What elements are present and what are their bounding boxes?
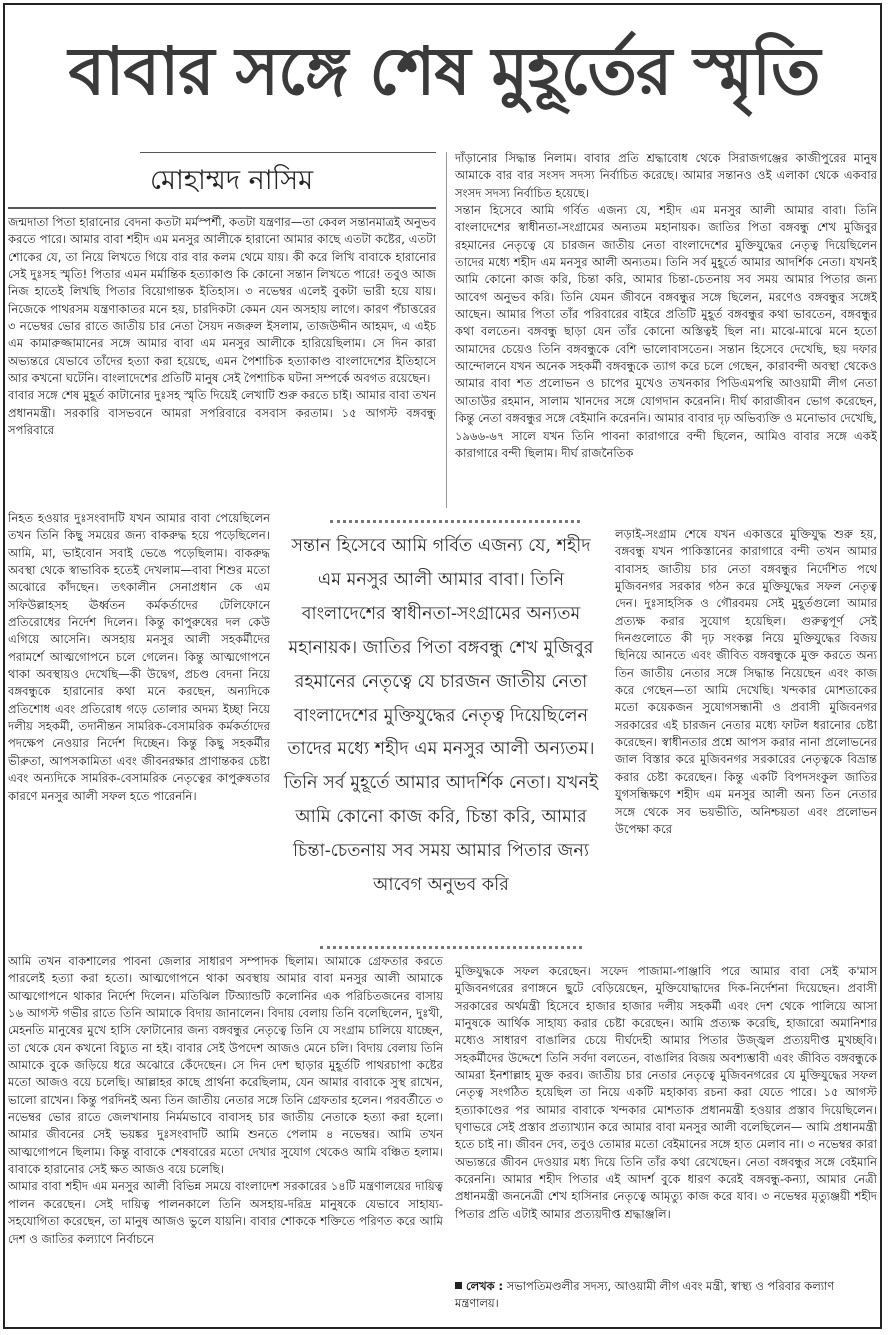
- author-note: [455, 1278, 875, 1312]
- paragraph: মুক্তিযুদ্ধকে সফল করেছেন। সফেদ পাজামা-পাঞ্জাবি পরে আমার বাবা সেই ক'মাস মুজিবনগরের রণাঙ্গনে ছুটে বেড়িয়েছেন, মুক্তিযোদ্ধাদের দিক-নির্দেশনা দিয়েছেন। প্রবাসী সরকারের অর্থমন্ত্রী হিসেবে হাজার হাজার দলীয় সহকর্মী এবং দেশ থেকে পালিয়ে আসা মানুষকে আর্থিক সাহায্য করার চেষ্টা করেছেন। আমি প্রত্যক্ষ করেছি, হাজারো অমানিশার মধ্যেও সাধারণ বাঙালির চেয়ে দীর্ঘদেহী আমার পিতার উজ্জ্বল প্রত্যয়দীপ্ত মুখচ্ছবি। সহকর্মীদের উদ্দেশে তিনি সর্বদা বলতেন, বাঙালির বিজয় অবশ্যম্ভাবী এবং জীবিত বঙ্গবন্ধুকে আমরা ইনশাল্লাহ মুক্ত করব। জাতীয় চার নেতার নেতৃত্বে মুজিবনগরের যে মুক্তিযুদ্ধের সফল নেতৃত্ব সংগঠিত হয়েছিল তা নিয়ে একটি মহাকাব্য রচনা করা যেতে পারে। ১৫ আগস্ট হত্যাকাণ্ডের পর আমার বাবাকে খন্দকার মোশতাক প্রধানমন্ত্রী হওয়ার প্রস্তাব দিয়েছিলেন। ঘৃণাভরে সেই প্রস্তাব প্রত্যাখ্যান করে আমার বাবা মনসুর আলী বলেছিলেন— আমি প্রধানমন্ত্রী হতে চাই না। জীবন দেব, তবুও তোমার মতো বেইমানের সঙ্গে হাত মেলাব না। ৩ নভেম্বর কারা অভ্যন্তরে জীবন দেওয়ার মধ্য দিয়ে তিনি তাঁর কথা রেখেছেন। নেতা বঙ্গবন্ধুর সঙ্গে বেইমানি করেননি। আমার শহীদ পিতার এই আদর্শ বুকে ধারণ করেই বঙ্গবন্ধু-কন্যা, আমার নেত্রী প্রধানমন্ত্রী জননেত্রী শেখ হাসিনার নেতৃত্বে আমৃত্যু কাজ করে যাব। ৩ নভেম্বর মৃত্যুঞ্জয়ী শহীদ পিতার প্রতি এটাই আমার প্রত্যয়দীপ্ত শ্রদ্ধাঞ্জলি।: [455, 964, 877, 1221]
- byline-rule-top: [140, 152, 436, 153]
- paragraph: সন্তান হিসেবে আমি গর্বিত এজন্য যে, শহীদ এম মনসুর আলী আমার বাবা। তিনি বাংলাদেশের স্বাধীনতা-সংগ্রামের অন্যতম মহানায়ক। জাতির পিতা বঙ্গবন্ধু শেখ মুজিবুর রহমানের নেতৃত্বে যে চারজন জাতীয় নেতা বাংলাদেশের মুক্তিযুদ্ধের নেতৃত্ব দিয়েছিলেন তাদের মধ্যে শহীদ এম মনসুর আলী অন্যতম। তিনি সর্ব মুহূর্তে আমার আদর্শিক নেতা। যখনই আমি কোনো কাজ করি, চিন্তা করি, আমার চিন্তা-চেতনায় সব সময় আমার পিতার জন্য আবেগ অনুভব করি। তিনি যেমন জীবনে বঙ্গবন্ধুর সঙ্গে ছিলেন, মরণেও বঙ্গবন্ধুর সঙ্গেই আছেন। আমার পিতা তাঁর পরিবারের বাইরে প্রতিটি মুহূর্ত বঙ্গবন্ধুর কথা ভাবতেন, বঙ্গবন্ধুর কথা বলতেন। বঙ্গবন্ধু ছাড়া যেন তাঁর কোনো অস্তিত্বই ছিল না। মাঝে-মাঝে মনে হতো আমাদের চেয়েও তিনি বঙ্গবন্ধুকে বেশি ভালোবাসতেন। সন্তান হিসেবে দেখেছি, ছয় দফার আন্দোলনে যখন অনেক সহকর্মী বঙ্গবন্ধুকে ত্যাগ করে চলে গেছেন, কারাবন্দী অবস্থা থেকেও আমার বাবা শত প্রলোভন ও চাপের মুখেও তখনকার পিডিএমপন্থি আওয়ামী লীগ নেতা আতাউর রহমান, সালাম খানদের সঙ্গে যোগদান করেননি। দীর্ঘ কারাজীবন ভোগ করেছেন, কিন্তু নেতা বঙ্গবন্ধুর সঙ্গে বেইমানি করেননি। আমার বাবার দৃঢ় অভিব্যক্তি ও মনোভাব দেখেছি, ১৯৬৬-৬৭ সালে যখন তিনি পাবনা কারাগারে বন্দী ছিলেন, আমিও বাবার সঙ্গে একই কারাগারে বন্দী ছিলাম। দীর্ঘ রাজনৈতিক: [455, 203, 877, 460]
- paragraph: নিহত হওয়ার দুঃসংবাদটি যখন আমার বাবা পেয়েছিলেন তখন তিনি কিছু সময়ের জন্য বাকরুদ্ধ হয়ে পড়েছিলেন। আমি, মা, ভাইবোন সবাই ভেঙে পড়েছিলাম। বাকরুদ্ধ অবস্থা থেকে স্বাভাবিক হতেই দেখলাম—বাবা শিশুর মতো অঝোরে কাঁদছেন। তৎকালীন সেনাপ্রধান কে এম সফিউল্লাহসহ ঊর্ধ্বতন কর্মকর্তাদের টেলিফোনে প্রতিরোধের নির্দেশ দিলেন। কিন্তু কাপুরুষের দল কেউ এগিয়ে আসেনি। অসহায় মনসুর আলী সহকর্মীদের পরামর্শে আত্মগোপনে চলে গেলেন। কিন্তু আত্মগোপনে থাকা অবস্থায়ও দেখেছি—কী উদ্বেগ, প্রচণ্ড বেদনা নিয়ে বঙ্গবন্ধুকে হারানোর কথা মনে করছেন, অন্যদিকে প্রতিশোধ এবং প্রতিরোধ গড়ে তোলার অদম্য ইচ্ছা নিয়ে দলীয় সহকর্মী, তদানীন্তন সামরিক-বেসামরিক কর্মকর্তাদের পদক্ষেপ নেওয়ার নির্দেশ দিচ্ছেন। কিন্তু কিছু সহকর্মীর ভীরুতা, আপসকামিতা এবং জীবনরক্ষার প্রাণান্তকর চেষ্টা এবং অন্যদিকে সামরিক-বেসামরিক নেতৃত্বের কাপুরুষতার কারণে মনসুর আলী সফল হতে পারেননি।: [8, 511, 270, 803]
- left-column-bottom: [8, 953, 443, 1327]
- left-column-narrow: [8, 510, 270, 952]
- headline: বাবার সঙ্গে শেষ মুহূর্তের স্মৃতি: [68, 32, 820, 110]
- byline-rule-bottom: [8, 207, 436, 209]
- left-column-top: [8, 214, 436, 510]
- author-note-text: সভাপতিমণ্ডলীর সদস্য, আওয়ামী লীগ এবং মন্ত্রী, স্বাস্থ্য ও পরিবার কল্যাণ মন্ত্রণালয়।: [455, 1279, 835, 1310]
- pull-quote-dots-bottom: [320, 946, 582, 949]
- right-column-narrow: [615, 526, 877, 963]
- paragraph: জন্মদাতা পিতা হারানোর বেদনা কতটা মর্মস্পর্শী, কতটা যন্ত্রণার—তা কেবল সন্তানমাত্রই অনুভব করতে পারে। আমার বাবা শহীদ এম মনসুর আলীকে হারানো আমার কাছে এতটা কষ্টের, এতটা শোকের যে, তা নিয়ে লিখতে গিয়ে বার বার কলম থেমে যায়। কী করে লিখি বাবাকে হারানোর সেই দুঃসহ স্মৃতি! পিতার এমন মর্মান্তিক হত্যাকাণ্ড কি কোনো সন্তান লিখতে পারে! তবুও আজ নিজ হাতেই লিখছি পিতার বিয়োগান্তক ইতিহাস। ৩ নভেম্বর এলেই বুকটা ভারী হয়ে যায়। নিজেকে পাথরসম যন্ত্রণাকাতর মনে হয়, চারদিকটা কেমন যেন অসহায় লাগে। কারণ পঁচাত্তরের ৩ নভেম্বর ভোর রাতে জাতীয় চার নেতা সৈয়দ নজরুল ইসলাম, তাজউদ্দীন আহমদ, এ এইচ এম কামারুজ্জামানের সঙ্গে আমার বাবা এম মনসুর আলীকে হারিয়েছিলাম। সে দিন কারা অভ্যন্তরে যেভাবে তাঁদের হত্যা করা হয়েছে, এমন পৈশাচিক হত্যাকাণ্ড বাংলাদেশের ইতিহাসে আর কখনো ঘটেনি। বাংলাদেশের প্রতিটি মানুষ সেই পৈশাচিক ঘটনা সম্পর্কে অবগত রয়েছেন।: [8, 215, 436, 386]
- paragraph: লড়াই-সংগ্রাম শেষে যখন একাত্তরে মুক্তিযুদ্ধ শুরু হয়, বঙ্গবন্ধু যখন পাকিস্তানের কারাগারে বন্দী তখন আমার বাবাসহ জাতীয় চার নেতা বঙ্গবন্ধুর নির্দেশিত পথে মুজিবনগর সরকার গঠন করে মুক্তিযুদ্ধের সফল নেতৃত্ব দেন। দুঃসাহসিক ও গৌরবময় সেই মুহূর্তগুলো আমার প্রত্যক্ষ করার সুযোগ হয়েছিল। গুরুত্বপূর্ণ সেই দিনগুলোতে কী দৃঢ় সংকল্প নিয়ে মুক্তিযুদ্ধের বিজয় ছিনিয়ে আনতে এবং জীবিত বঙ্গবন্ধুকে মুক্ত করতে অন্য তিন জাতীয় নেতার সঙ্গে সিদ্ধান্ত নিয়েছেন এবং কাজ করে গেছেন—তা আমি দেখেছি। খন্দকার মোশতাকের মতো কয়েকজন সুযোগসন্ধানী ও প্রবাসী মুজিবনগর সরকারের এই চারজন নেতার মধ্যে ফাটল ধরানোর চেষ্টা করেছেন। স্বাধীনতার প্রশ্নে আপস করার নানা প্রলোভনের জাল বিস্তার করে মুজিবনগর সরকারের নেতৃত্বকে বিভ্রান্ত করার চেষ্টা করেছেন। কিন্তু একটি বিপদসংকুল জাতির যুগসন্ধিক্ষণে শহীদ এম মনসুর আলী অন্য তিন নেতার সঙ্গে থেকে সব ভয়ভীতি, অনিশ্চয়তা এবং প্রলোভন উপেক্ষা করে: [615, 527, 877, 836]
- pull-quote: সন্তান হিসেবে আমি গর্বিত এজন্য যে, শহীদ এম মনসুর আলী আমার বাবা। তিনি বাংলাদেশের স্বাধীনতা-সংগ্রামের অন্যতম মহানায়ক। জাতির পিতা বঙ্গবন্ধু শেখ মুজিবুর রহমানের নেতৃত্বে যে চারজন জাতীয় নেতা বাংলাদেশের মুক্তিযুদ্ধের নেতৃত্ব দিয়েছিলেন তাদের মধ্যে শহীদ এম মনসুর আলী অন্যতম। তিনি সর্ব মুহূর্তে আমার আদর্শিক নেতা। যখনই আমি কোনো কাজ করি, চিন্তা করি, আমার চিন্তা-চেতনায় সব সময় আমার পিতার জন্য আবেগ অনুভব করি: [283, 536, 599, 896]
- square-bullet-icon: [455, 1282, 462, 1289]
- right-column-bottom: [455, 963, 877, 1275]
- pull-quote-dots-top: [330, 520, 580, 523]
- column-divider: [446, 152, 447, 508]
- paragraph: আমার বাবা শহীদ এম মনসুর আলী বিভিন্ন সময়ে বাংলাদেশ সরকারের ১৪টি মন্ত্রণালয়ের দায়িত্ব পালন করেছেন। সেই দায়িত্ব পালনকালে তিনি অসহায়-দরিদ্র মানুষকে যেভাবে সাহায্য-সহযোগিতা করেছেন, তা মানুষ আজও ভুলে যায়নি। বাবার শোককে শক্তিতে পরিণত করে আমি দেশ ও জাতির কল্যাণে নির্বাচনে: [8, 1179, 443, 1246]
- paragraph: বাবার সঙ্গে শেষ মুহূর্ত কাটানোর দুঃসহ স্মৃতি দিয়েই লেখাটি শুরু করতে চাই। আমার বাবা তখন প্রধানমন্ত্রী। সরকারি বাসভবনে আমরা সপরিবারে বসবাস করতাম। ১৫ আগস্ট বঙ্গবন্ধু সপরিবারে: [8, 388, 436, 438]
- paragraph: আমি তখন বাকশালের পাবনা জেলার সাধারণ সম্পাদক ছিলাম। আমাকে গ্রেফতার করতে পারলেই হত্যা করা হতো। আত্মগোপনে থাকা অবস্থায় আমার বাবা মনসুর আলী আমাকে আত্মগোপনে থাকার নির্দেশ দিলেন। মতিঝিল টিঅ্যান্ডটি কলোনির এক পরিচিতজনের বাসায় ১৬ আগস্ট গভীর রাতে তিনি আমাকে বিদায় জানালেন। বিদায় বেলায় তিনি বলেছিলেন, দুঃখী, মেহনতি মানুষের মুখে হাসি ফোটানোর জন্য বঙ্গবন্ধুর নেতৃত্বে তিনি যে সংগ্রাম চালিয়ে যাচ্ছেন, তা থেকে যেন কখনো বিচ্যুত না হই। বাবার সেই উপদেশ আজও মেনে চলি। বিদায় বেলায় তিনি আমাকে বুকে জড়িয়ে ধরে অঝোরে কেঁদেছেন। সে দিন দেশ ছাড়ার মুহূর্তটি পাথরচাপা কষ্টের মতো আজও বয়ে চলেছি। আল্লাহর কাছে প্রার্থনা করেছিলাম, যেন আমার বাবাকে সুস্থ রাখেন, ভালো রাখেন। কিন্তু পরদিনই অন্য তিন জাতীয় নেতার সঙ্গে তিনি গ্রেফতার হলেন। পরবর্তীতে ৩ নভেম্বর ভোর রাতে জেলখানায় নির্মমভাবে বাবাসহ চার জাতীয় নেতাকে হত্যা করা হলো। আমার জীবনের সেই ভয়ঙ্কর দুঃসংবাদটি আমি শুনতে পেলাম ৪ নভেম্বর। আমি তখন আত্মগোপনে ছিলাম। কিন্তু বাবাকে শেষবারের মতো দেখার সুযোগ থেকেও আমি বঞ্চিত হলাম। বাবাকে হারানোর সেই ক্ষত আজও বয়ে চলেছি।: [8, 954, 443, 1177]
- paragraph: দাঁড়ানোর সিদ্ধান্ত নিলাম। বাবার প্রতি শ্রদ্ধাবোধ থেকে সিরাজগঞ্জের কাজীপুরের মানুষ আমাকে বার বার সংসদ সদস্য নির্বাচিত করেছে। আমার সন্তানও ওই এলাকা থেকে একবার সংসদ সদস্য নির্বাচিত হয়েছে।: [455, 151, 877, 200]
- right-column-top: [455, 150, 877, 526]
- author-note-label: লেখক :: [466, 1279, 504, 1293]
- byline: মোহাম্মদ নাসিম: [150, 165, 314, 196]
